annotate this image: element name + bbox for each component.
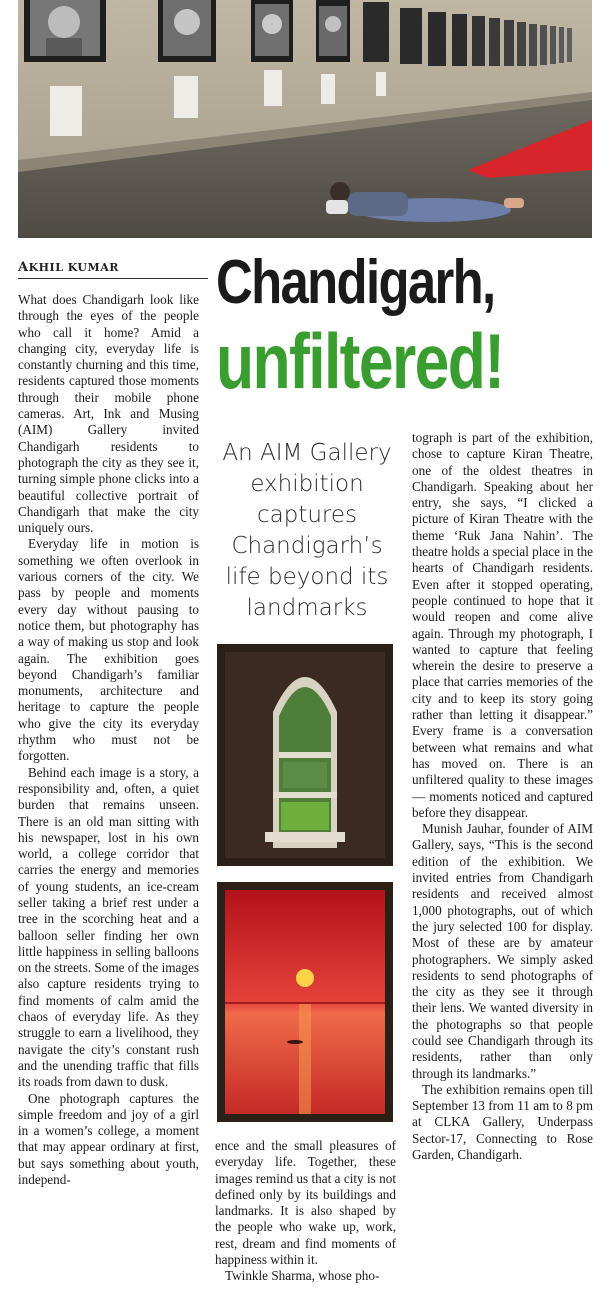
headline [216, 248, 596, 405]
article-column-middle [215, 1138, 396, 1300]
paragraph: Everyday life in motion is something we often overlook in various corners of the city. We pass by people and moments every day without pausing to notice them, but photography has a way of making us stop and look again. The exhibition goes beyond Chandigarh’s familiar monuments, architecture and heritage to capture the people who give the city its everyday rhythm who must not be forgotten. [18, 536, 199, 764]
byline: AKHIL KUMAR [18, 260, 208, 279]
paragraph: Behind each image is a story, a responsibility and, often, a quiet burden that remains unseen. There is an old man sitting with his newspaper, lost in his own world, a college corridor that carries the energy and memories of young students, an ice-cream seller taking a brief rest under a tree in the scorching heat and a balloon seller finding her own little happiness in selling balloons on the streets. Some of the images also capture residents trying to find moments of calm amid the chaos of everyday life. As they struggle to earn a livelihood, they navigate the city’s constant rush and the unending traffic that fills its roads from dawn to dusk. [18, 764, 199, 1090]
arched-window-photo [217, 644, 393, 866]
deck-subheadline: An AIM Gallery exhibition captures Chandigarh’s life beyond its landmarks [222, 440, 392, 621]
paragraph: ence and the small pleasures of everyday life. Together, these images remind us that a city is not defined only by its buildings and landmarks. It is also shaped by the people who wake up, work, rest, dream and find moments of happiness within it. [215, 1138, 396, 1268]
paragraph: Twinkle Sharma, whose pho- [225, 1268, 380, 1284]
headline-line-1: Chandigarh, [216, 248, 495, 317]
article-column-left [18, 292, 199, 1300]
gallery-corridor-photo [18, 0, 592, 238]
paragraph: What does Chandigarh look like through the eyes of the people who call it home? Amid a changing city, everyday life is constantly churning and this time, residents captured those moments through their mobile phone cameras. Art, Ink and Musing (AIM) Gallery invited Chandigarh residents to photograph the city as they see it, turning simple phone clicks into a beautiful collective portrait of Chandigarh that make the city uniquely ours. [18, 292, 199, 536]
paragraph: One photograph captures the simple freedom and joy of a girl in a women’s college, a moment that may appear ordinary at first, but says something about youth, independ- [18, 1090, 199, 1188]
sunset-lake-photo [217, 882, 393, 1122]
paragraph: tograph is part of the exhibition, chose to capture Kiran Theatre, one of the oldest theatres in Chandigarh. Speaking about her entry, she says, “I clicked a picture of Kiran Theatre with the theme ‘Ruk Jana Nahin’. The theatre holds a special place in the hearts of Chandigarh residents. Even after it stopped operating, people continued to hope that it would reopen and come alive again. Through my photograph, I wanted to capture that feeling wherein the desire to preserve a place that carries memories of the city and to keep its story going rather than letting it disappear.” Every frame is a conversation between what remains and what has moved on. There is an unfiltered quality to these images — moments noticed and captured before they disappear. [412, 430, 593, 820]
article-column-right [412, 430, 593, 1300]
paragraph: The exhibition remains open till September 13 from 11 am to 8 pm at CLKA Gallery, Underpass Sector-17, Connecting to Rose Garden, Chandigarh. [412, 1081, 593, 1163]
paragraph: Munish Jauhar, founder of AIM Gallery, says, “This is the second edition of the exhibition. We invited entries from Chandigarh residents and received almost 1,000 photographs, out of which the jury selected 100 for display. Most of these are by amateur photographers. We simply asked residents to send photographs of the city as they see it through their lens. We wanted diversity in the photographs so that people could see Chandigarh through its residents, rather than only through its landmarks.” [412, 821, 593, 1081]
headline-line-2: unfiltered! [216, 317, 504, 405]
